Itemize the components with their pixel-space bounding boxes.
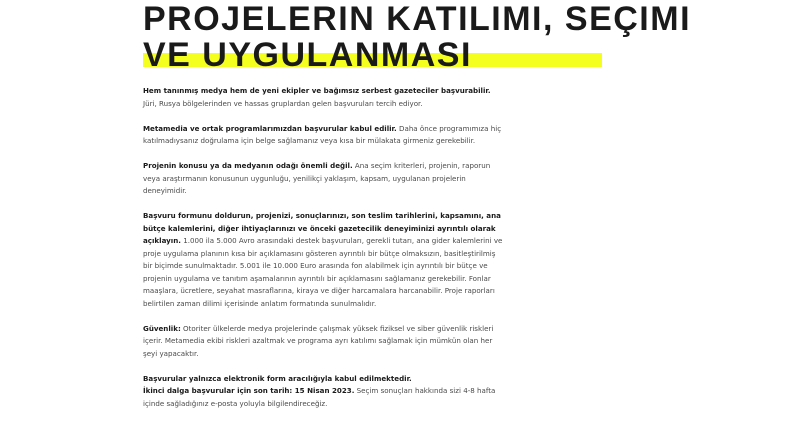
- electronic-form-note: Başvurular yalnızca elektronik form aracılığıyla kabul edilmektedir.: [143, 373, 412, 383]
- paragraph-security: [143, 323, 503, 361]
- paragraph-topic: [143, 160, 503, 198]
- paragraph-text: Otoriter ülkelerde medya projelerinde çalışmak yüksek fiziksel ve siber güvenlik riskleri içerir. Metamedia ekibi riskleri azaltmak ve programa ayrı katılımı sağlamak için mümkün olan her şeyi yapacaktır.: [143, 323, 494, 358]
- deadline-note: İkinci dalga başvurular için son tarih: 15 Nisan 2023.: [143, 386, 355, 395]
- paragraph-lead: Projenin konusu ya da medyanın odağı önemli değil.: [143, 161, 353, 170]
- paragraph-text: Jüri, Rusya bölgelerinden ve hassas gruplardan gelen başvuruları tercih ediyor.: [143, 98, 423, 108]
- paragraph-lead: Metamedia ve ortak programlarımızdan başvurular kabul edilir.: [143, 123, 397, 133]
- paragraph-lead: Başvuru formunu doldurun, projenizi, sonuçlarınızı, son teslim tarihlerini, kapsamını, ana bütçe kalemlerini, diğer ihtiyaçlarınızı ve önceki gazetecilik deneyiminizi ayrıntılı olarak açıklayın.: [143, 211, 501, 245]
- page-title-line-1: PROJELERIN KATILIMI, SEÇIMI: [143, 0, 692, 38]
- paragraph-eligibility: [143, 85, 503, 110]
- page-title-line-2: VE UYGULANMASI: [143, 36, 472, 74]
- paragraph-lead: Hem tanınmış medya hem de yeni ekipler ve bağımsız serbest gazeteciler başvurabilir.: [143, 86, 491, 95]
- paragraph-text: Daha önce programımıza hiç katılmadıysanız doğrulama için belge sağlamanız veya kısa bir mülakata girmeniz gerekebilir.: [143, 123, 502, 145]
- paragraph-text: Ana seçim kriterleri, projenin, raporun veya araştırmanın konusunun uygunluğu, yenilikçi yaklaşım, kapsam, uygulanan projelerin deneyimidir.: [143, 161, 491, 195]
- notification-note: Seçim sonuçları hakkında sizi 4-8 hafta içinde sağladığınız e-posta yoluyla bilgilendireceğiz.: [143, 386, 496, 408]
- page-title: [143, 0, 692, 74]
- article-body: [143, 85, 503, 410]
- paragraph-lead: Güvenlik:: [143, 323, 181, 333]
- paragraph-deadline: [143, 373, 503, 411]
- paragraph-programs: [143, 123, 503, 148]
- paragraph-text: 1.000 ila 5.000 Avro arasındaki destek başvuruları, gerekli tutarı, ana gider kalemlerini ve proje uygulama planının kısa bir açıklamasını gösteren ayrıntılı bir bütçe olmaksızın, basitleştirilmiş bir biçimde sunulmaktadır. 5.001 ile 10.000 Euro arasında fon alabilmek için ayrıntılı bir bütçe ve projenin uygulama ve tanıtım aşamalarının ayrıntılı bir açıklamasını sağlamanız gerekebilir. Fonlar maaşlara, ücretlere, seyahat masraflarına, kiraya ve diğer harcamalara harcanabilir. Proje raporları belirtilen zaman dilimi içerisinde anlatım formatında sunulmalıdır.: [143, 236, 503, 308]
- paragraph-application-form: [143, 210, 503, 310]
